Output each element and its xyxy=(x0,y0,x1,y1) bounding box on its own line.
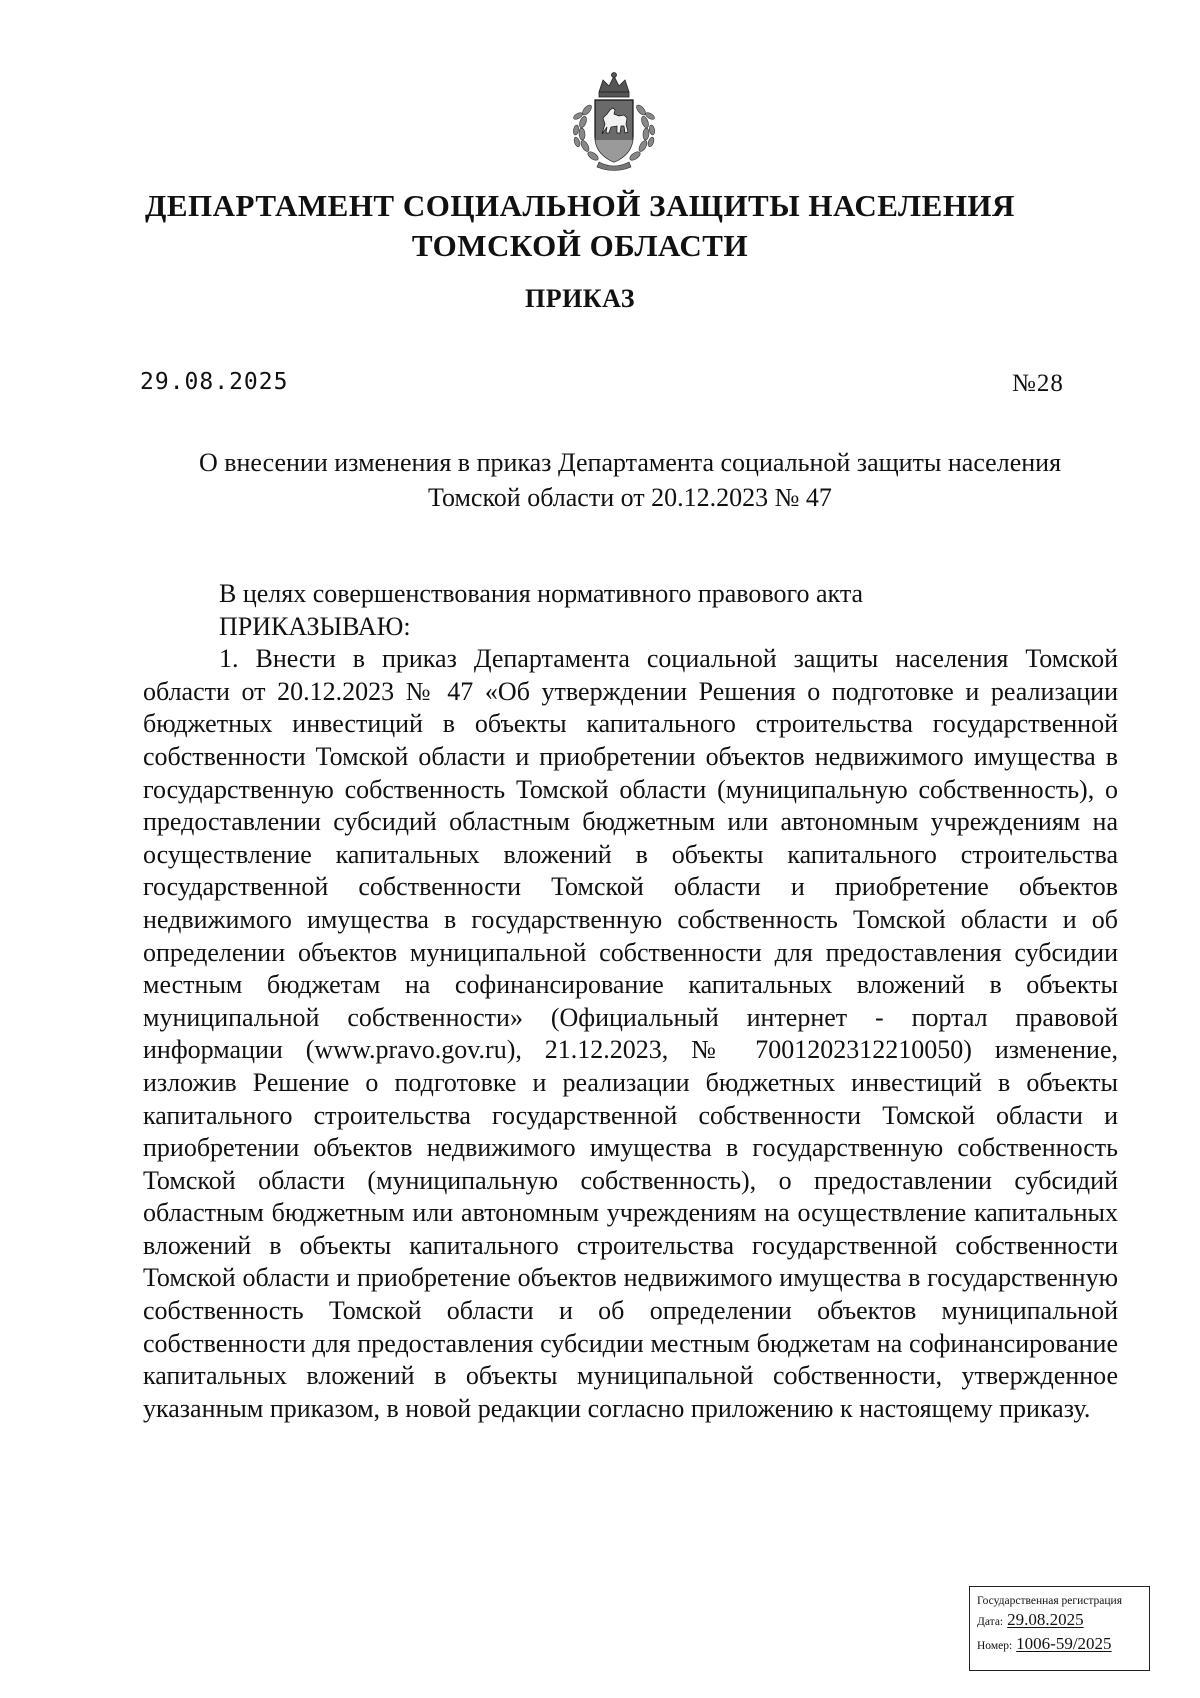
document-type: ПРИКАЗ xyxy=(524,284,636,313)
department-title xyxy=(0,186,1160,266)
registration-date-line xyxy=(977,1609,1143,1633)
department-title-line-1: ДЕПАРТАМЕНТ СОЦИАЛЬНОЙ ЗАЩИТЫ НАСЕЛЕНИЯ xyxy=(145,188,1015,223)
preamble-paragraph: В целях совершенствования нормативного правового акта xyxy=(219,579,864,608)
department-title-line-2: ТОМСКОЙ ОБЛАСТИ xyxy=(411,228,749,263)
registration-date-value: 29.08.2025 xyxy=(1007,1610,1084,1629)
document-body xyxy=(143,578,1118,1425)
registration-number-value: 1006-59/2025 xyxy=(1016,1634,1112,1653)
order-item-1: 1. Внести в приказ Департамента социальной защиты населения Томской области от 20.12.2023 № 47 «Об утверждении Решения о подготовке и реализации бюджетных инвестиций в объекты капитального строительства государственной собственности Томской области и приобретении объектов недвижимого имущества в государственную собственность Томской области (муниципальную собственность), о предоставлении субсидий областным бюджетным или автономным учреждениям на осуществление капитальных вложений в объекты капитального строительства государственной собственности Томской области и приобретение объектов недвижимого имущества в государственную собственность Томской области и об определении объектов муниципальной собственности для предоставления субсидии местным бюджетам на софинансирование капитальных вложений в объекты муниципальной собственности» (Официальный интернет - портал правовой информации (www.pravo.gov.ru), 21.12.2023, № 7001202312210050) изменение, изложив Решение о подготовке и реализации бюджетных инвестиций в объекты капитального строительства государственной собственности Томской области и приобретении объектов недвижимого имущества в государственную собственность Томской области (муниципальную собственность), о предоставлении субсидий областным бюджетным или автономным учреждениям на осуществление капитальных вложений в объекты капитального строительства государственной собственности Томской области и приобретение объектов недвижимого имущества в государственную собственность Томской области и об определении объектов муниципальной собственности для предоставления субсидии местным бюджетам на софинансирование капитальных вложений в объекты муниципальной собственности, утвержденное указанным приказом, в новой редакции согласно приложению к настоящему приказу. xyxy=(143,644,1118,1423)
document-subject xyxy=(140,445,1120,515)
document-number: №28 xyxy=(1012,370,1064,397)
registration-title: Государственная регистрация xyxy=(977,1595,1122,1607)
order-verb: ПРИКАЗЫВАЮ: xyxy=(219,611,411,641)
document-subject-line-1: О внесении изменения в приказ Департамента социальной защиты населения xyxy=(198,448,1062,477)
document-subject-line-2: Томской области от 20.12.2023 № 47 xyxy=(428,483,832,512)
coat-of-arms-icon xyxy=(569,70,659,174)
registration-stamp xyxy=(969,1586,1150,1671)
registration-number-label: Номер: xyxy=(977,1640,1013,1652)
document-date: 29.08.2025 xyxy=(140,369,289,395)
registration-number-line xyxy=(977,1633,1143,1657)
registration-date-label: Дата: xyxy=(977,1616,1004,1628)
